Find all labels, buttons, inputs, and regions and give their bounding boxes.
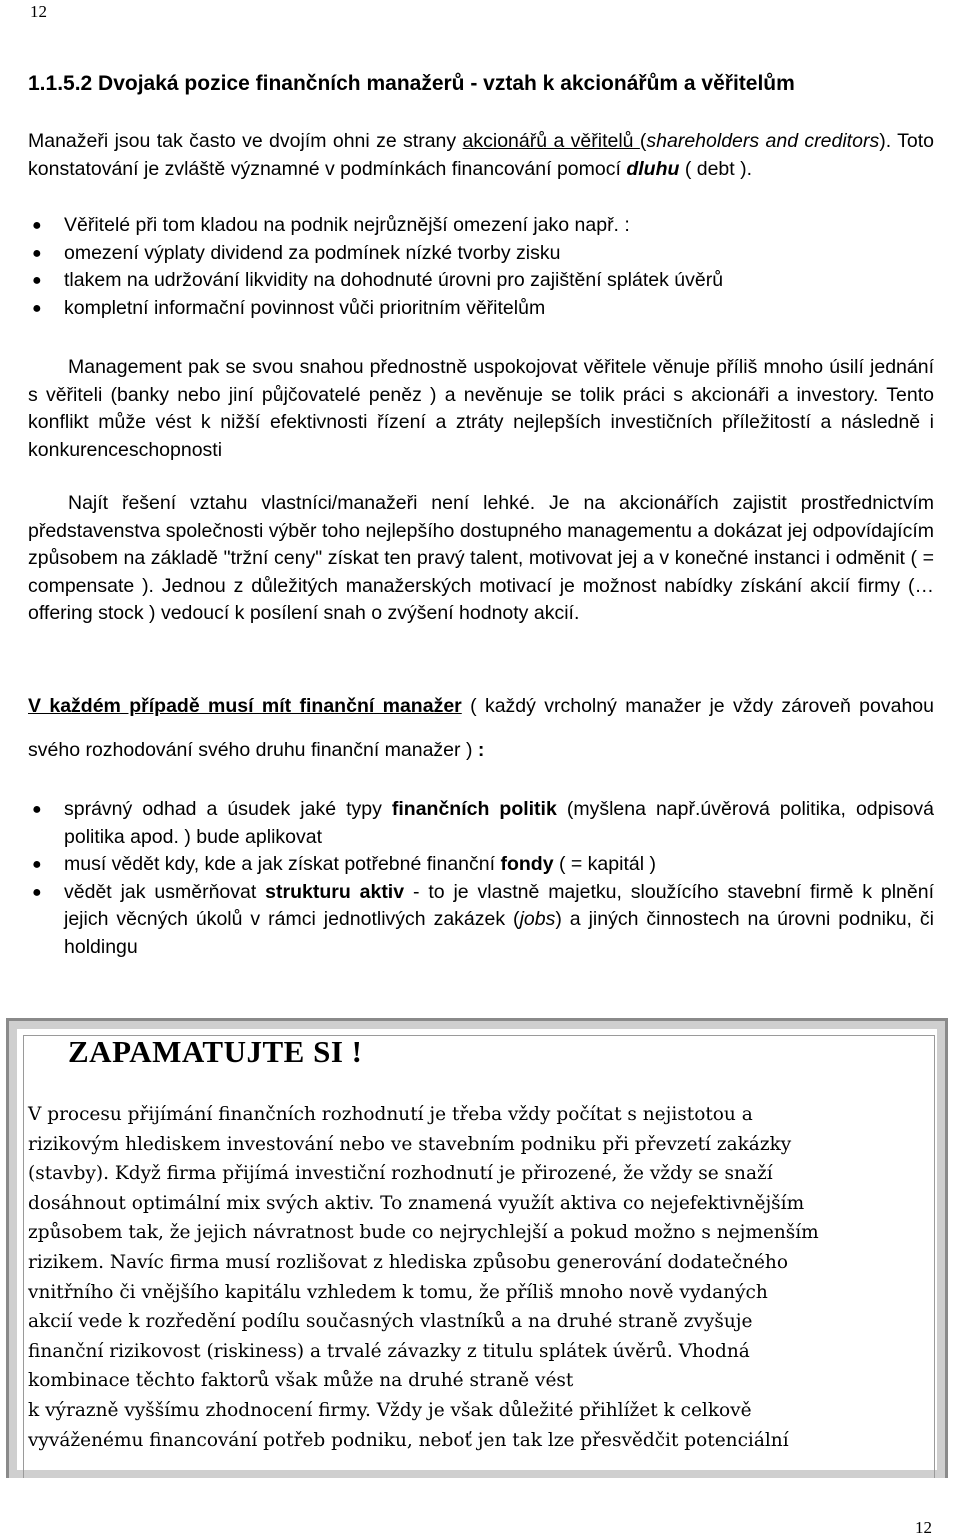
box-line: rizikovým hlediskem investování nebo ve stavebním podniku při převzetí zakázky (28, 1133, 792, 1155)
bullet-icon: ● (32, 244, 42, 262)
intro-paragraph (28, 128, 934, 183)
financial-manager-paragraph (28, 684, 934, 772)
list-item-text: musí vědět kdy, kde a jak získat potřebné finanční (64, 853, 501, 875)
box-line: finanční rizikovost (riskiness) a trvalé závazky z titulu splátek úvěrů. Vhodná (28, 1340, 750, 1362)
intro-italic: shareholders and creditors (646, 130, 880, 152)
list-item (28, 212, 934, 240)
paragraph4-colon: : (477, 739, 485, 761)
list-item-text: omezení výplaty dividend za podmínek nízké tvorby zisku (64, 241, 561, 264)
management-paragraph: Management pak se svou snahou přednostně uspokojovat věřitele věnuje příliš mnoho úsilí jednání s věřiteli (banky nebo jiní půjčovatelé peněz ) a nevěnuje se tolik práci s akcionáři a investory. Tento konflikt může vést k nižší efektivnosti řízení a ztráty nejlepších investičních příležitostí a následně i konkurenceschopnosti (28, 356, 934, 461)
remember-box-text (28, 1100, 918, 1455)
box-line: k výrazně vyššímu zhodnocení firmy. Vždy je však důležité přihlížet k celkově (28, 1399, 752, 1421)
box-line: V procesu přijímání finančních rozhodnutí je třeba vždy počítat s nejistotou a (28, 1104, 753, 1125)
list-item-text: vědět jak usměrňovat (64, 880, 266, 903)
list-item (28, 267, 934, 295)
list-item-bold: strukturu aktiv (265, 880, 405, 903)
remember-box-title: ZAPAMATUJTE SI ! (68, 1034, 363, 1069)
intro-text-a: Manažeři jsou tak často ve dvojím ohni ze strany (28, 130, 463, 152)
list-item (28, 240, 934, 268)
creditor-restrictions-list (28, 212, 934, 322)
box-line: kombinace těchto faktorů však může na druhé straně vést (28, 1370, 574, 1392)
box-line: akcií vede k rozředění podílu současných vlastníků a na druhé straně zvyšuje (28, 1311, 753, 1333)
intro-bold: dluhu (626, 157, 680, 180)
paragraph4-rest: ( každý vrcholný manažer je vždy zároveň povahou svého rozhodování svého druhu finanční manažer ) (28, 695, 934, 761)
list-item-text: ) a jiných činnostech na úrovni podniku, či holdingu (64, 908, 934, 958)
list-item-text: ( = kapitál ) (553, 853, 656, 875)
intro-text-c: ). Toto konstatování je zvláště významné v podmínkách financování pomocí (28, 130, 934, 180)
page-number-top: 12 (30, 2, 47, 21)
intro-text-d: ( debt ). (679, 157, 753, 180)
box-line: rizikem. Navíc firma musí rozlišovat z hlediska způsobu generování dodatečného (28, 1251, 788, 1273)
bullet-icon: ● (32, 299, 42, 317)
section-heading: 1.1.5.2 Dvojaká pozice finančních manažerů - vztah k akcionářům a věřitelům (28, 72, 795, 95)
list-item-text: správný odhad a úsudek jaké typy (64, 798, 392, 820)
ownership-paragraph: Najít řešení vztahu vlastníci/manažeři není lehké. Je na akcionářích zajistit prostřednictvím představenstva společnosti výběr toho nejlepšího dostupného managementu a dokázat jej odpovídajícím způsobem na základě "tržní ceny" získat ten pravý talent, motivovat jej a v konečné instanci i odměnit ( = compensate ). Jednou z důležitých manažerských motivací je možnost nabídky získání akcií firmy (… offering stock ) vedoucí k posílení snah o zvýšení hodnoty akcií. (28, 492, 934, 624)
list-item-bold: fondy (500, 853, 554, 875)
list-item-bold: finančních politik (391, 798, 557, 820)
bullet-icon: ● (32, 883, 42, 901)
bullet-icon: ● (32, 801, 42, 818)
manager-duties-list (28, 796, 934, 961)
box-line: způsobem tak, že jejich návratnost bude co nejrychlejší a pokud možno s nejmenším (28, 1222, 819, 1244)
box-line: vyváženému financování potřeb podniku, neboť jen tak lze přesvědčit potenciální (28, 1429, 789, 1451)
list-item-italic: jobs (519, 908, 556, 930)
list-item (28, 295, 934, 323)
box-line: (stavby). Když firma přijímá investiční rozhodnutí je přirozené, že vždy se snaží (28, 1163, 773, 1185)
bullet-icon: ● (32, 217, 42, 234)
list-item-text: - to je vlastně majetku, sloužícího stavební firmě k plnění jejich věcných úkolů v rámci jednotlivých zakázek ( (64, 880, 935, 930)
page-number-bottom: 12 (915, 1518, 932, 1537)
intro-link[interactable]: akcionářů a věřitelů (462, 130, 640, 152)
box-line: vnitřního či vnějšího kapitálu vzhledem k tomu, že příliš mnoho nově vydaných (28, 1281, 768, 1303)
bullet-icon: ● (32, 272, 42, 289)
list-item-text: (myšlena např.úvěrová politika, odpisová politika apod. ) bude aplikovat (64, 798, 934, 848)
underlined-lead: V každém případě musí mít finanční manažer (28, 695, 462, 717)
list-item-text: Věřitelé při tom kladou na podnik nejrůznější omezení jako např. : (64, 214, 630, 236)
intro-text-b: ( (639, 130, 647, 152)
list-item-text: kompletní informační povinnost vůči prioritním věřitelům (64, 296, 546, 319)
list-item-text: tlakem na udržování likvidity na dohodnuté úrovni pro zajištění splátek úvěrů (64, 269, 724, 291)
list-item (28, 851, 934, 879)
bullet-icon: ● (32, 856, 42, 873)
box-line: dosáhnout optimální mix svých aktiv. To znamená využít aktiva co nejefektivnějším (28, 1192, 805, 1214)
list-item (28, 879, 934, 962)
list-item (28, 796, 934, 851)
